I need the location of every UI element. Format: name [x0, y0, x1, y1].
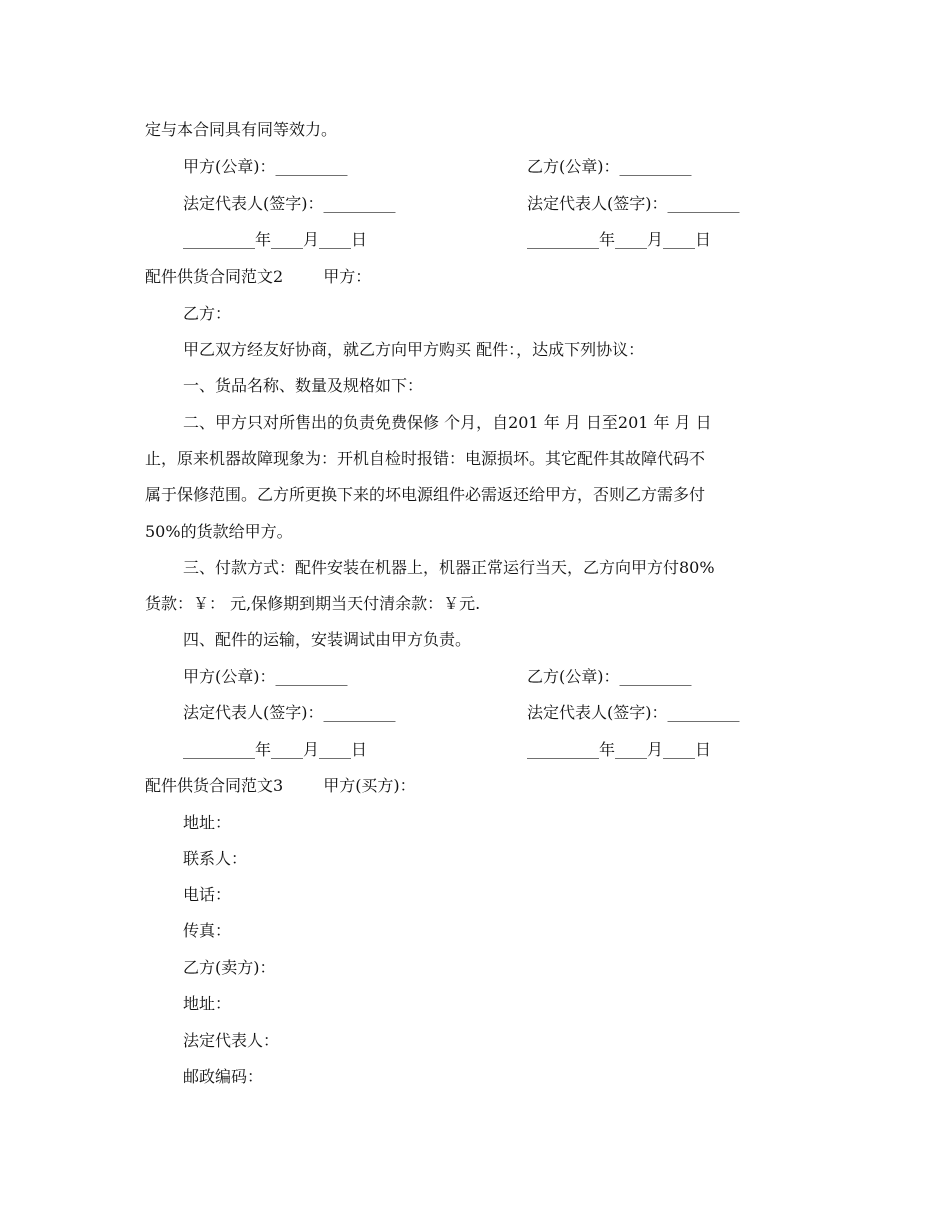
s3-address: 地址： — [183, 813, 232, 832]
sample2-heading-line — [145, 267, 371, 287]
sig1-party-b-seal: 乙方(公章)：_________ — [527, 157, 692, 176]
continuation-line: 定与本合同具有同等效力。 — [145, 120, 338, 139]
sig1-party-a-rep: 法定代表人(签字)：_________ — [183, 194, 396, 213]
clause-2-line-2: 止，原来机器故障现象为：开机自检时报错：电源损坏。其它配件其故障代码不 — [145, 449, 706, 468]
clause-2-line-4: 50%的货款给甲方。 — [145, 522, 293, 541]
clause-2-line-1: 二、甲方只对所售出的负责免费保修 个月，自201 年 月 日至201 年 月 日 — [183, 413, 712, 432]
s3-contact: 联系人： — [183, 849, 248, 868]
clause-4: 四、配件的运输，安装调试由甲方负责。 — [183, 630, 472, 649]
sig2-party-a-seal: 甲方(公章)：_________ — [183, 667, 348, 686]
s3-phone: 电话： — [183, 885, 232, 904]
s3-legal-rep: 法定代表人： — [183, 1031, 280, 1050]
sig1-party-b-date: _________年____月____日 — [527, 230, 712, 249]
sample2-intro: 甲乙双方经友好协商，就乙方向甲方购买 配件：，达成下列协议： — [183, 340, 645, 359]
s3-address-b: 地址： — [183, 994, 232, 1013]
clause-2-line-3: 属于保修范围。乙方所更换下来的坏电源组件必需返还给甲方，否则乙方需多付 — [145, 485, 706, 504]
sample3-party-a: 甲方(买方)： — [323, 776, 416, 795]
sig2-party-b-date: _________年____月____日 — [527, 740, 712, 759]
sig1-party-a-date: _________年____月____日 — [183, 230, 368, 249]
sig2-party-a-rep: 法定代表人(签字)：_________ — [183, 703, 396, 722]
sig1-party-b-rep: 法定代表人(签字)：_________ — [527, 194, 740, 213]
sample2-title: 配件供货合同范文2 — [145, 267, 284, 286]
sig2-party-b-seal: 乙方(公章)：_________ — [527, 667, 692, 686]
clause-3-line-2: 货款：￥： 元,保修期到期当天付清余款：￥元. — [145, 594, 481, 613]
s3-postcode: 邮政编码： — [183, 1067, 264, 1086]
sig1-party-a-seal: 甲方(公章)：_________ — [183, 157, 348, 176]
sample3-title: 配件供货合同范文3 — [145, 776, 284, 795]
clause-3-line-1: 三、付款方式：配件安装在机器上，机器正常运行当天，乙方向甲方付80% — [183, 558, 715, 577]
s3-party-b: 乙方(卖方)： — [183, 958, 276, 977]
sig2-party-a-date: _________年____月____日 — [183, 740, 368, 759]
clause-1: 一、货品名称、数量及规格如下： — [183, 376, 424, 395]
sig2-party-b-rep: 法定代表人(签字)：_________ — [527, 703, 740, 722]
sample2-party-a: 甲方： — [323, 267, 372, 286]
sample3-heading-line — [145, 776, 416, 796]
s3-fax: 传真： — [183, 921, 232, 940]
sample2-party-b: 乙方： — [183, 304, 232, 323]
